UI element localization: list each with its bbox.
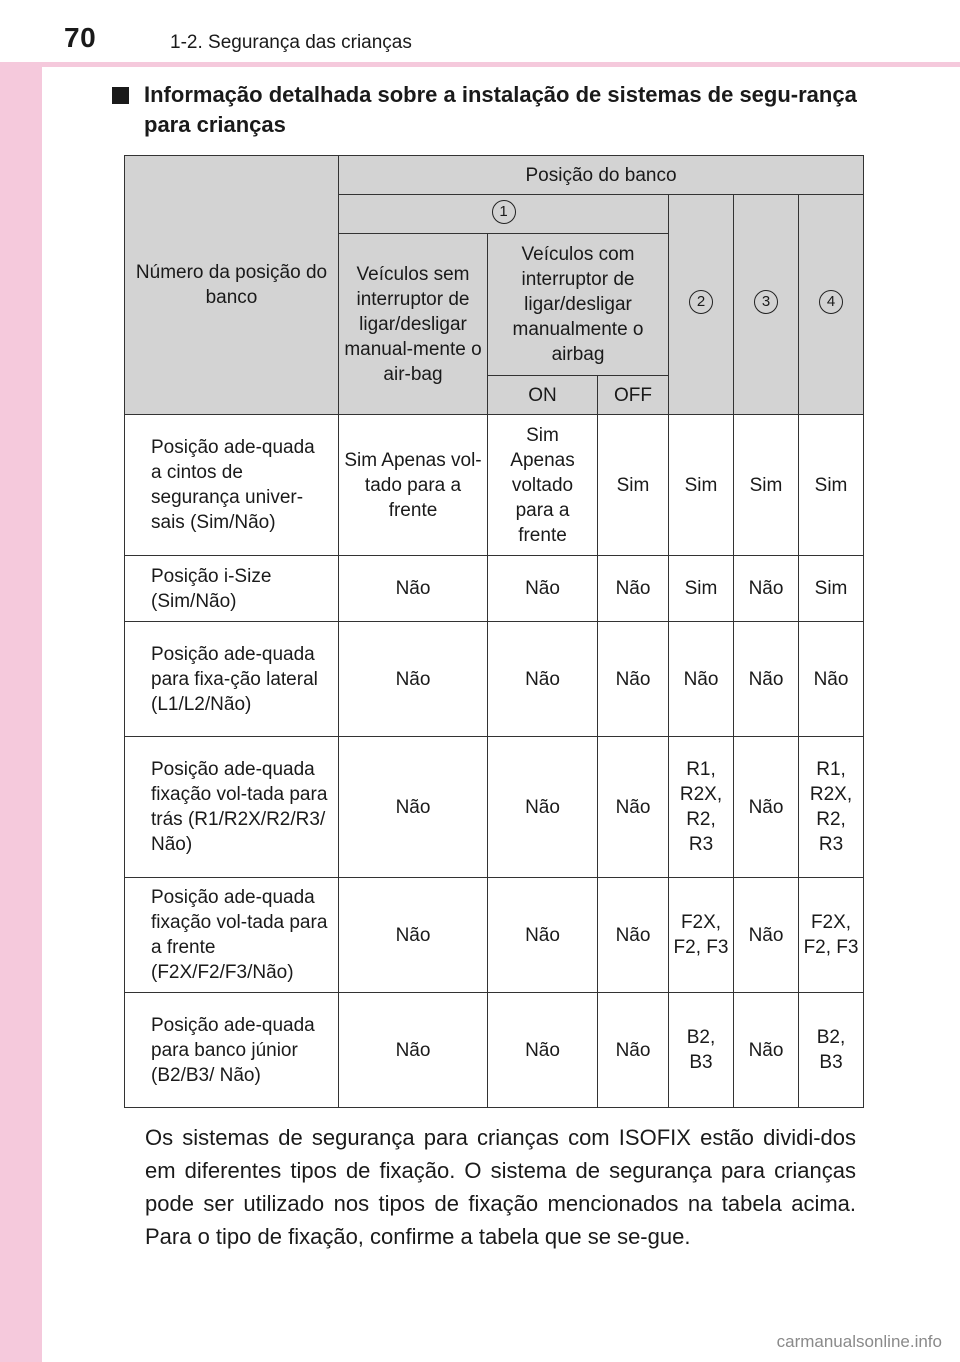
table-cell: Não (734, 737, 799, 878)
body-paragraph: Os sistemas de segurança para crianças com ISOFIX estão dividi-dos em diferentes tipos de fixação. O sistema de segurança para crianças pode ser utilizado nos tipos de fixação mencionados na tabela acima. Para o tipo de fixação, confirme a tabela que se se-gue. (145, 1125, 856, 1249)
table-cell: Não (669, 622, 734, 737)
table-cell: Não (598, 878, 669, 993)
seat-4-header (799, 195, 864, 415)
seat-3-header (734, 195, 799, 415)
table-cell: R1, R2X, R2, R3 (669, 737, 734, 878)
table-cell: Sim Apenas voltado para a frente (488, 415, 598, 556)
table-row (125, 556, 864, 622)
seat-number-header: Número da posição do banco (125, 156, 339, 415)
table-cell: Sim (669, 415, 734, 556)
row-label: Posição ade-quada para banco júnior (B2/B3/ Não) (125, 993, 339, 1108)
table-cell: Não (799, 622, 864, 737)
table-cell: Sim (799, 415, 864, 556)
seat-position-header: Posição do banco (339, 156, 864, 195)
subsection-heading (112, 80, 872, 140)
table-cell: R1, R2X, R2, R3 (799, 737, 864, 878)
table-cell: B2, B3 (799, 993, 864, 1108)
table-cell: Não (339, 737, 488, 878)
square-bullet-icon (112, 87, 129, 104)
row-label: Posição ade-quada fixação vol-tada para trás (R1/R2X/R2/R3/ Não) (125, 737, 339, 878)
table-cell: Não (734, 993, 799, 1108)
seat-position-table (124, 155, 864, 1108)
table-cell: Sim (598, 415, 669, 556)
table-cell: Não (598, 622, 669, 737)
table-cell: Não (488, 737, 598, 878)
table-cell: F2X, F2, F3 (799, 878, 864, 993)
table-cell: B2, B3 (669, 993, 734, 1108)
table-cell: Não (488, 878, 598, 993)
seat-1-header (339, 195, 669, 234)
without-airbag-switch-header: Veículos sem interruptor de ligar/desligar manual-mente o air-bag (339, 234, 488, 415)
header-divider (0, 62, 960, 67)
table-row (125, 737, 864, 878)
table-cell: Não (488, 622, 598, 737)
table-cell: Não (734, 556, 799, 622)
table-cell: Não (598, 993, 669, 1108)
table-cell: Sim (799, 556, 864, 622)
seat-number-4: 4 (819, 290, 843, 314)
row-label: Posição i-Size (Sim/Não) (125, 556, 339, 622)
airbag-on-header: ON (488, 376, 598, 415)
row-label: Posição ade-quada para fixa-ção lateral (L1/L2/Não) (125, 622, 339, 737)
airbag-off-header: OFF (598, 376, 669, 415)
table-cell: Não (734, 878, 799, 993)
table-cell: Não (339, 878, 488, 993)
table-row (125, 993, 864, 1108)
table-row (125, 415, 864, 556)
table-cell: Não (488, 556, 598, 622)
table-cell: Não (339, 622, 488, 737)
table-cell: Não (339, 993, 488, 1108)
row-label: Posição ade-quada fixação vol-tada para a frente (F2X/F2/F3/Não) (125, 878, 339, 993)
subsection-heading-text: Informação detalhada sobre a instalação de sistemas de segu-rança para crianças (144, 82, 857, 137)
table-cell: Sim Apenas vol-tado para a frente (339, 415, 488, 556)
table-cell: Sim (669, 556, 734, 622)
seat-number-3: 3 (754, 290, 778, 314)
table-cell: Não (598, 556, 669, 622)
with-airbag-switch-header: Veículos com interruptor de ligar/desligar manualmente o airbag (488, 234, 669, 376)
seat-2-header (669, 195, 734, 415)
page-number: 70 (64, 22, 97, 53)
table-row (125, 878, 864, 993)
seat-number-1: 1 (492, 200, 516, 224)
table-cell: Sim (734, 415, 799, 556)
table-cell: F2X, F2, F3 (669, 878, 734, 993)
section-title: 1-2. Segurança das crianças (170, 32, 412, 53)
table-cell: Não (598, 737, 669, 878)
page-edge-band (0, 0, 42, 1362)
row-label: Posição ade-quada a cintos de segurança univer-sais (Sim/Não) (125, 415, 339, 556)
watermark: carmanualsonline.info (776, 1332, 942, 1351)
table-row (125, 622, 864, 737)
page-header (0, 0, 960, 62)
seat-number-2: 2 (689, 290, 713, 314)
table-cell: Não (488, 993, 598, 1108)
table-cell: Não (734, 622, 799, 737)
table-cell: Não (339, 556, 488, 622)
